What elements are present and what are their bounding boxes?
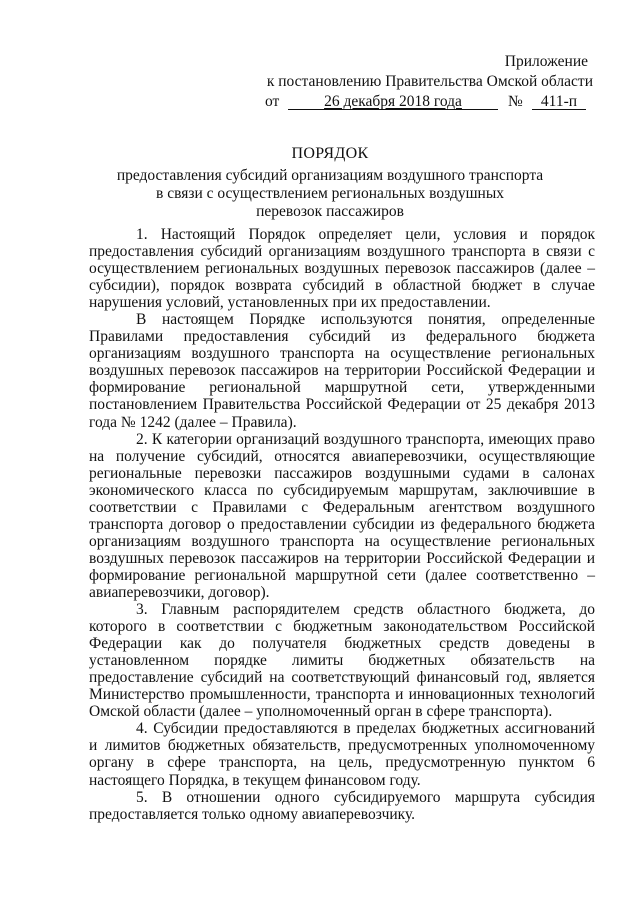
appendix-header	[255, 52, 595, 112]
title-subtitle-line-1: предоставления субсидий организациям воздушного транспорта	[116, 167, 544, 184]
title-subtitle-line-2: в связи с осуществлением региональных воздушных	[156, 185, 504, 202]
document-title	[60, 145, 600, 221]
resolution-number: 411-п	[540, 93, 578, 110]
paragraph-5: 5. В отношении одного субсидируемого маршрута субсидия предоставляется только одному авиаперевозчику.	[89, 788, 595, 823]
resolution-date: 26 декабря 2018 года	[324, 93, 462, 110]
paragraph-2: 2. К категории организаций воздушного транспорта, имеющих право на получение субсидий, относятся авиаперевозчики, осуществляющие региональные перевозки пассажиров воздушными судами в салонах экономического класса по субсидируемым маршрутам, заключившие в соответствии с Правилами с Федеральным агентством воздушного транспорта договор о предоставлении субсидии из федерального бюджета организациям воздушного транспорта на осуществление региональных воздушных перевозок пассажиров на территории Российской Федерации и формирование региональной маршрутной сети (далее соответственно – авиаперевозчики, договор).	[89, 430, 595, 601]
paragraph-definitions: В настоящем Порядке используются понятия, определенные Правилами предоставления субсидий из федерального бюджета организациям воздушного транспорта на осуществление региональных воздушных перевозок пассажиров на территории Российской Федерации и формирование региональной маршрутной сети, утвержденными постановлением Правительства Российской Федерации от 25 декабря 2013 года № 1242 (далее – Правила).	[89, 311, 595, 431]
appendix-label: Приложение	[504, 53, 588, 70]
number-sign: №	[508, 93, 523, 110]
document-body	[89, 226, 595, 823]
title-subtitle-line-3: перевозок пассажиров	[256, 203, 404, 220]
paragraph-1: 1. Настоящий Порядок определяет цели, условия и порядок предоставления субсидий организациям воздушного транспорта в связи с осуществлением региональных воздушных перевозок пассажиров (далее – субсидии), порядок возврата субсидий в областной бюджет в случае нарушения условий, установленных при их предоставлении.	[89, 226, 595, 312]
title-main: ПОРЯДОК	[291, 145, 369, 162]
resolution-reference: к постановлению Правительства Омской области	[266, 73, 593, 90]
paragraph-3: 3. Главным распорядителем средств областного бюджета, до которого в соответствии с бюджетным законодательством Российской Федерации как до получателя бюджетных средств доведены в установленном порядке лимиты бюджетных обязательств на предоставление субсидий на соответствующий финансовый год, является Министерство промышленности, транспорта и инновационных технологий Омской области (далее – уполномоченный орган в сфере транспорта).	[89, 601, 595, 721]
paragraph-4: 4. Субсидии предоставляются в пределах бюджетных ассигнований и лимитов бюджетных обязательств, предусмотренных уполномоченному органу в сфере транспорта, на цель, предусмотренную пунктом 6 настоящего Порядка, в текущем финансовом году.	[89, 720, 595, 789]
date-prefix: от	[265, 93, 280, 110]
date-number-line	[255, 92, 595, 112]
